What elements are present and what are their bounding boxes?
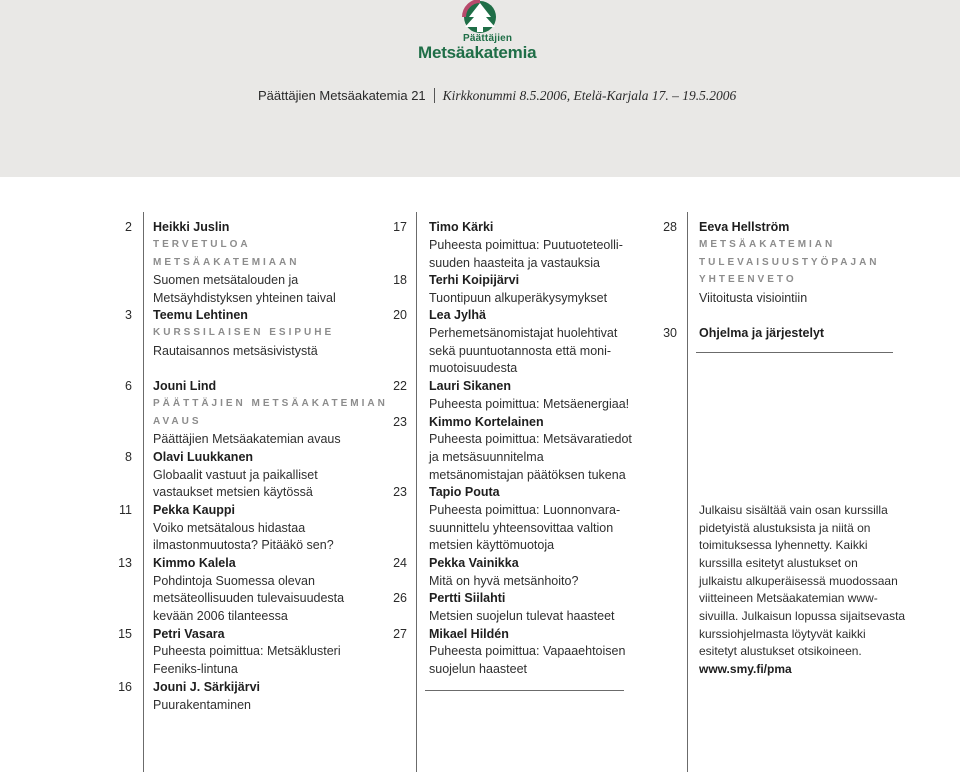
- article-title: Globaalit vastuut ja paikalliset: [153, 468, 318, 482]
- column-rule-3: [687, 212, 688, 772]
- note-line: julkaistu alkuperäisessä muodossaan: [699, 574, 898, 588]
- page-number: 20: [393, 308, 407, 322]
- col2-end-rule: [425, 690, 624, 691]
- article-title: metsänomistajan päätöksen tukena: [429, 468, 626, 482]
- page-number: 23: [393, 485, 407, 499]
- author-name: Pekka Vainikka: [429, 556, 519, 570]
- page-number: 6: [125, 379, 132, 393]
- page-number: 23: [393, 415, 407, 429]
- article-title: kevään 2006 tilanteessa: [153, 609, 288, 623]
- article-title: Puheesta poimittua: Puutuoteteolli-: [429, 238, 623, 252]
- article-title: Pohdintoja Suomessa olevan: [153, 574, 315, 588]
- page-number: 30: [663, 326, 677, 340]
- page-number: 8: [125, 450, 132, 464]
- course-places: Kirkkonummi 8.5.2006, Etelä-Karjala 17. – 19.5.2006: [442, 88, 737, 103]
- article-title: Päättäjien Metsäakatemian avaus: [153, 432, 341, 446]
- article-title: Puheesta poimittua: Metsäklusteri: [153, 644, 341, 658]
- page-number: 11: [119, 503, 132, 517]
- page-number: 24: [393, 556, 407, 570]
- page-number: 15: [118, 627, 132, 641]
- note-line: kurssilla esitetyt alustukset on: [699, 556, 858, 570]
- article-title: metsien käyttömuotoja: [429, 538, 555, 552]
- note-line: esitetyt alustukset otsikoineen.: [699, 644, 862, 658]
- page-number: 22: [393, 379, 407, 393]
- logo-big-text: Metsäakatemia: [418, 43, 537, 62]
- author-name: Pekka Kauppi: [153, 503, 235, 517]
- article-title: Feeniks-lintuna: [153, 662, 238, 676]
- course-subtitle: [258, 88, 736, 104]
- page-number: 18: [393, 273, 407, 287]
- section-heading: KURSSILAISEN ESIPUHE: [153, 327, 335, 338]
- page-number: 28: [663, 220, 677, 234]
- author-name: Heikki Juslin: [153, 220, 230, 234]
- article-title: Rautaisannos metsäsivistystä: [153, 344, 318, 358]
- author-name: Olavi Luukkanen: [153, 450, 254, 464]
- article-title: Puheesta poimittua: Vapaaehtoisen: [429, 644, 626, 658]
- article-title: Puheesta poimittua: Metsäenergiaa!: [429, 397, 630, 411]
- section-heading: AVAUS: [153, 416, 202, 427]
- note-line: Julkaisu sisältää vain osan kurssilla: [699, 503, 888, 517]
- section-heading: YHTEENVETO: [699, 274, 797, 285]
- article-title: Puurakentaminen: [153, 698, 251, 712]
- page-number: 2: [125, 220, 132, 234]
- article-title: Voiko metsätalous hidastaa: [153, 521, 306, 535]
- author-name: Jouni J. Särkijärvi: [153, 680, 260, 694]
- author-name: Timo Kärki: [429, 220, 494, 234]
- course-title: Päättäjien Metsäakatemia 21: [258, 88, 426, 103]
- page-number: 17: [393, 220, 407, 234]
- article-title: Ohjelma ja järjestelyt: [699, 326, 825, 340]
- note-line: pidetyistä alustuksista ja niitä on: [699, 521, 871, 535]
- author-name: Pertti Siilahti: [429, 591, 506, 605]
- section-heading: METSÄAKATEMIAAN: [153, 257, 300, 268]
- author-name: Tapio Pouta: [429, 485, 500, 499]
- note-line: sivuilla. Julkaisun lopussa sijaitsevasta: [699, 609, 906, 623]
- col3-end-rule: [696, 352, 893, 353]
- article-title: Metsäyhdistyksen yhteinen taival: [153, 291, 336, 305]
- column-rule-1: [143, 212, 144, 772]
- author-name: Eeva Hellström: [699, 220, 790, 234]
- author-name: Lea Jylhä: [429, 308, 486, 322]
- page-number: 3: [125, 308, 132, 322]
- article-title: suunnittelu yhteensovittaa valtion: [429, 521, 614, 535]
- article-title: ilmastonmuutosta? Pitääkö sen?: [153, 538, 334, 552]
- website-link[interactable]: www.smy.fi/pma: [699, 662, 792, 676]
- column-rule-2: [416, 212, 417, 772]
- author-name: Teemu Lehtinen: [153, 308, 248, 322]
- article-title: suuden haasteita ja vastauksia: [429, 256, 600, 270]
- author-name: Kimmo Kalela: [153, 556, 236, 570]
- metsaakatemia-logo: [418, 0, 542, 62]
- article-title: vastaukset metsien käytössä: [153, 485, 313, 499]
- section-heading: METSÄAKATEMIAN: [699, 239, 836, 250]
- article-title: Metsien suojelun tulevat haasteet: [429, 609, 615, 623]
- author-name: Mikael Hildén: [429, 627, 509, 641]
- page-number: 16: [118, 680, 132, 694]
- article-title: Puheesta poimittua: Metsävaratiedot: [429, 432, 632, 446]
- author-name: Lauri Sikanen: [429, 379, 511, 393]
- note-line: toimituksessa lyhennetty. Kaikki: [699, 538, 868, 552]
- subtitle-divider: [434, 88, 435, 103]
- author-name: Kimmo Kortelainen: [429, 415, 544, 429]
- note-line: viitteineen Metsäakatemian www-: [699, 591, 878, 605]
- article-title: sekä puuntuotannosta että moni-: [429, 344, 612, 358]
- article-title: Tuontipuun alkuperäkysymykset: [429, 291, 608, 305]
- section-heading: TULEVAISUUSTYÖPAJAN: [699, 257, 880, 268]
- logo-small-text: Päättäjien: [463, 33, 513, 44]
- author-name: Terhi Koipijärvi: [429, 273, 520, 287]
- article-title: ja metsäsuunnitelma: [429, 450, 544, 464]
- article-title: metsäteollisuuden tulevaisuudesta: [153, 591, 345, 605]
- article-title: Viitoitusta visiointiin: [699, 291, 808, 305]
- page-number: 27: [393, 627, 407, 641]
- author-name: Jouni Lind: [153, 379, 217, 393]
- article-title: Suomen metsätalouden ja: [153, 273, 299, 287]
- page-number: 13: [118, 556, 132, 570]
- note-line: kurssiohjelmasta löytyvät kaikki: [699, 627, 866, 641]
- article-title: Perhemetsänomistajat huolehtivat: [429, 326, 618, 340]
- article-title: muotoisuudesta: [429, 361, 518, 375]
- page-number: 26: [393, 591, 407, 605]
- section-heading: PÄÄTTÄJIEN METSÄAKATEMIAN: [153, 398, 388, 409]
- article-title: Puheesta poimittua: Luonnonvara-: [429, 503, 621, 517]
- author-name: Petri Vasara: [153, 627, 225, 641]
- article-title: Mitä on hyvä metsänhoito?: [429, 574, 579, 588]
- article-title: suojelun haasteet: [429, 662, 527, 676]
- section-heading: TERVETULOA: [153, 239, 251, 250]
